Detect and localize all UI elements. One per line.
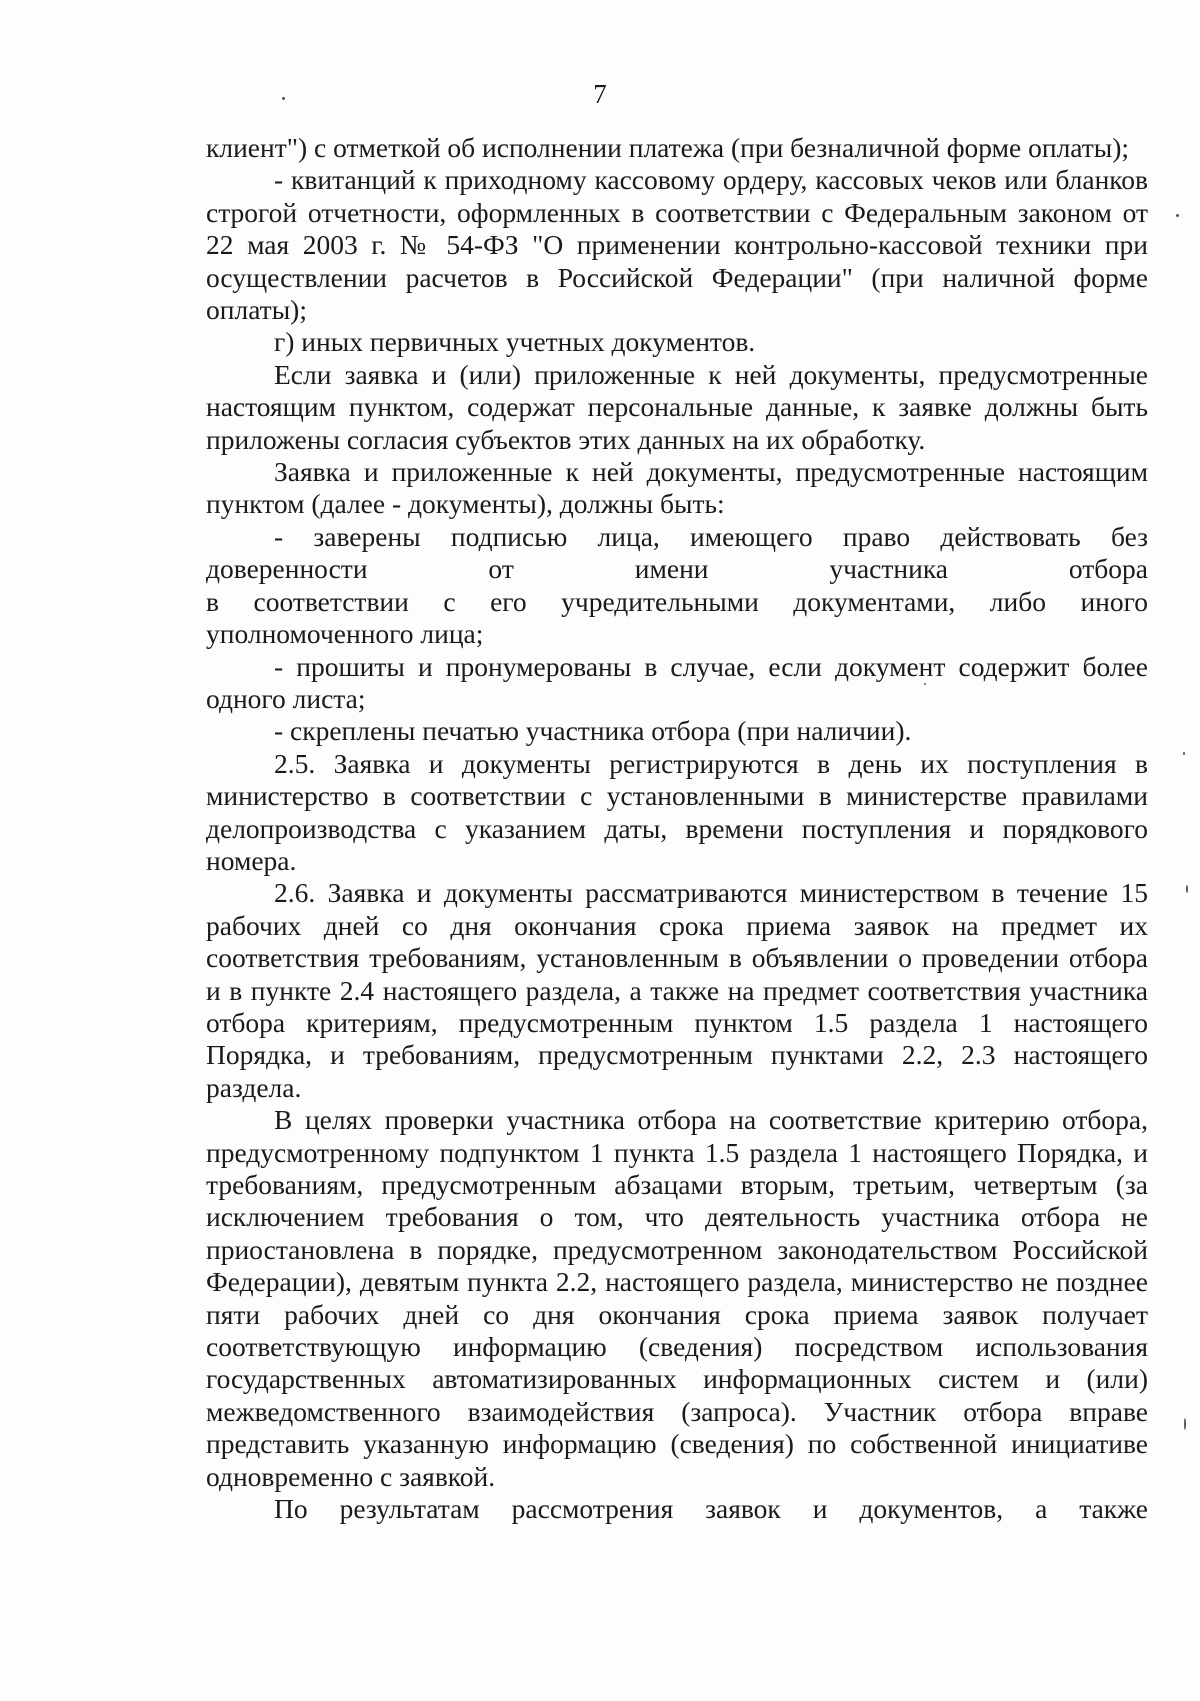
scan-speck xyxy=(1184,1418,1186,1430)
document-body xyxy=(206,132,1148,1525)
scan-speck xyxy=(282,97,285,100)
paragraph-certified-line2: доверенности от имени участника отбора xyxy=(206,553,1148,585)
paragraph-other-documents: г) иных первичных учетных документов. xyxy=(274,326,756,358)
paragraph-certified-line3: в соответствии с его учредительными документами, либо иного уполномоченного лица; xyxy=(206,585,1148,650)
scan-speck xyxy=(1186,885,1188,893)
paragraph-section-2-5: 2.5. Заявка и документы регистрируются в день их поступления в министерство в соответствии с установленными в министерстве правилами делопроизводства с указанием даты, времени поступления и порядкового номера. xyxy=(206,747,1148,876)
paragraph-receipts-item: - квитанций к приходному кассовому ордеру, кассовых чеков или бланков строгой отчетности, оформленных в соответствии с Федеральным законом от 22 мая 2003 г. № 54-ФЗ "О применении контрольно-кассовой техники при осуществлении расчетов в Российской Федерации" (при наличной форме оплаты); xyxy=(206,164,1148,326)
paragraph-personal-data: Если заявка и (или) приложенные к ней документы, предусмотренные настоящим пунктом, содержат персональные данные, к заявке должны быть приложены согласия субъектов этих данных на их обработку. xyxy=(206,358,1148,455)
paragraph-stitched: - прошиты и пронумерованы в случае, если документ содержит более одного листа; xyxy=(206,650,1148,714)
paragraph-results: По результатам рассмотрения заявок и документов, а также xyxy=(274,1493,1148,1525)
paragraph-certified-line1: - заверены подписью лица, имеющего право действовать без xyxy=(274,520,1148,552)
scan-speck xyxy=(1176,214,1179,217)
paragraph-section-2-6: 2.6. Заявка и документы рассматриваются министерством в течение 15 рабочих дней со дня окончания срока приема заявок на предмет их соответствия требованиям, установленным в объявлении о проведении отбора и в пункте 2.4 настоящего раздела, а также на предмет соответствия участника отбора критериям, предусмотренным пунктом 1.5 раздела 1 настоящего Порядка, и требованиям, предусмотренным пунктами 2.2, 2.3 настоящего раздела. xyxy=(206,877,1148,1103)
scan-speck xyxy=(1183,752,1185,755)
paragraph-sealed: - скреплены печатью участника отбора (при наличии). xyxy=(274,715,912,747)
paragraph-verification: В целях проверки участника отбора на соответствие критерию отбора, предусмотренному подпунктом 1 пункта 1.5 раздела 1 настоящего Порядка, и требованиям, предусмотренным абзацами вторым, третьим, четвертым (за исключением требования о том, что деятельность участника отбора не приостановлена в порядке, предусмотренном законодательством Российской Федерации), девятым пункта 2.2, настоящего раздела, министерство не позднее пяти рабочих дней со дня окончания срока приема заявок получает соответствующую информацию (сведения) посредством использования государственных автоматизированных информационных систем и (или) межведомственного взаимодействия (запроса). Участник отбора вправе представить указанную информацию (сведения) по собственной инициативе одновременно с заявкой. xyxy=(206,1104,1148,1492)
paragraph-documents-requirements: Заявка и приложенные к ней документы, предусмотренные настоящим пунктом (далее - документы), должны быть: xyxy=(206,456,1148,520)
paragraph-continuation: клиент") с отметкой об исполнении платежа (при безналичной форме оплаты); xyxy=(206,132,1130,163)
scan-speck xyxy=(924,683,926,685)
page-number: 7 xyxy=(593,79,607,109)
